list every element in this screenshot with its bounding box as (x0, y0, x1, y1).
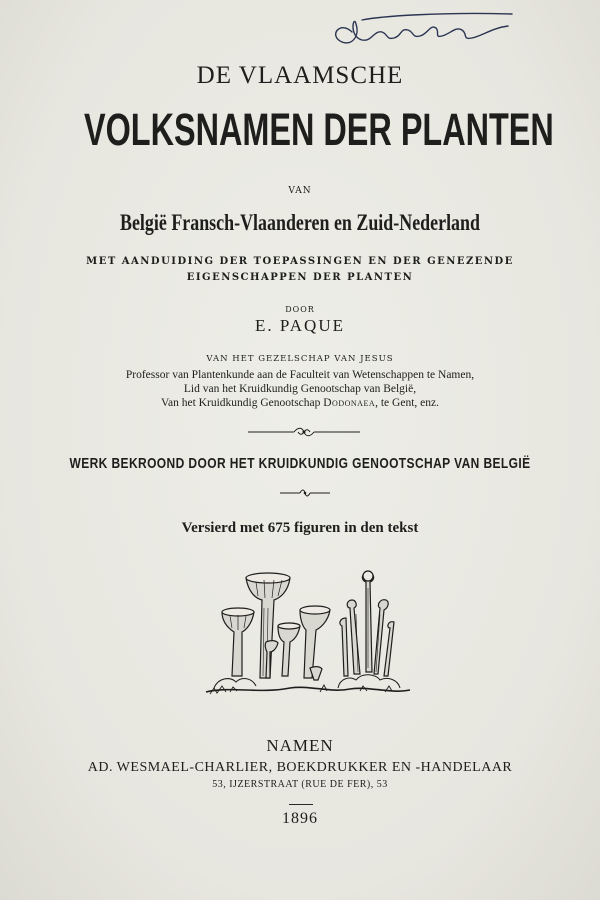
figures-note: Versierd met 675 figuren in den tekst (181, 520, 419, 536)
subtitle-line-1: MET AANDUIDING DER TOEPASSINGEN EN DER GENEZENDE (86, 256, 514, 267)
author-name: E. PAQUE (255, 316, 345, 335)
author-role-2: Lid van het Kruidkundig Genootschap van België, (183, 383, 417, 395)
handwritten-signature (322, 6, 522, 52)
title-line-1: DE VLAAMSCHE (196, 62, 404, 89)
ornament-rule (248, 426, 360, 438)
author-role-3: Van het Kruidkundig Genootschap Dodonaea, te Gent, enz. (161, 397, 439, 409)
title-regions: België Fransch-Vlaanderen en Zuid-Nederland (120, 210, 480, 235)
author-door: DOOR (285, 305, 315, 314)
main-title: VOLKSNAMEN DER PLANTEN (83, 104, 554, 155)
small-ornament-rule (280, 488, 330, 498)
year-rule (289, 804, 313, 805)
fungi-illustration (200, 568, 415, 703)
award-line: WERK BEKROOND DOOR HET KRUIDKUNDIG GENOOTSCHAP VAN BELGIË (69, 455, 531, 472)
title-van: VAN (288, 186, 312, 196)
subtitle-line-2: EIGENSCHAPPEN DER PLANTEN (186, 272, 414, 283)
author-society: VAN HET GEZELSCHAP VAN JESUS (206, 354, 394, 364)
imprint-publisher: AD. WESMAEL-CHARLIER, BOEKDRUKKER EN -HANDELAAR (87, 760, 513, 775)
imprint-address: 53, IJZERSTRAAT (RUE DE FER), 53 (212, 779, 388, 790)
author-role-1: Professor van Plantenkunde aan de Faculteit van Wetenschappen te Namen, (125, 369, 475, 381)
imprint-year: 1896 (282, 810, 318, 827)
imprint-city: NAMEN (266, 736, 334, 755)
